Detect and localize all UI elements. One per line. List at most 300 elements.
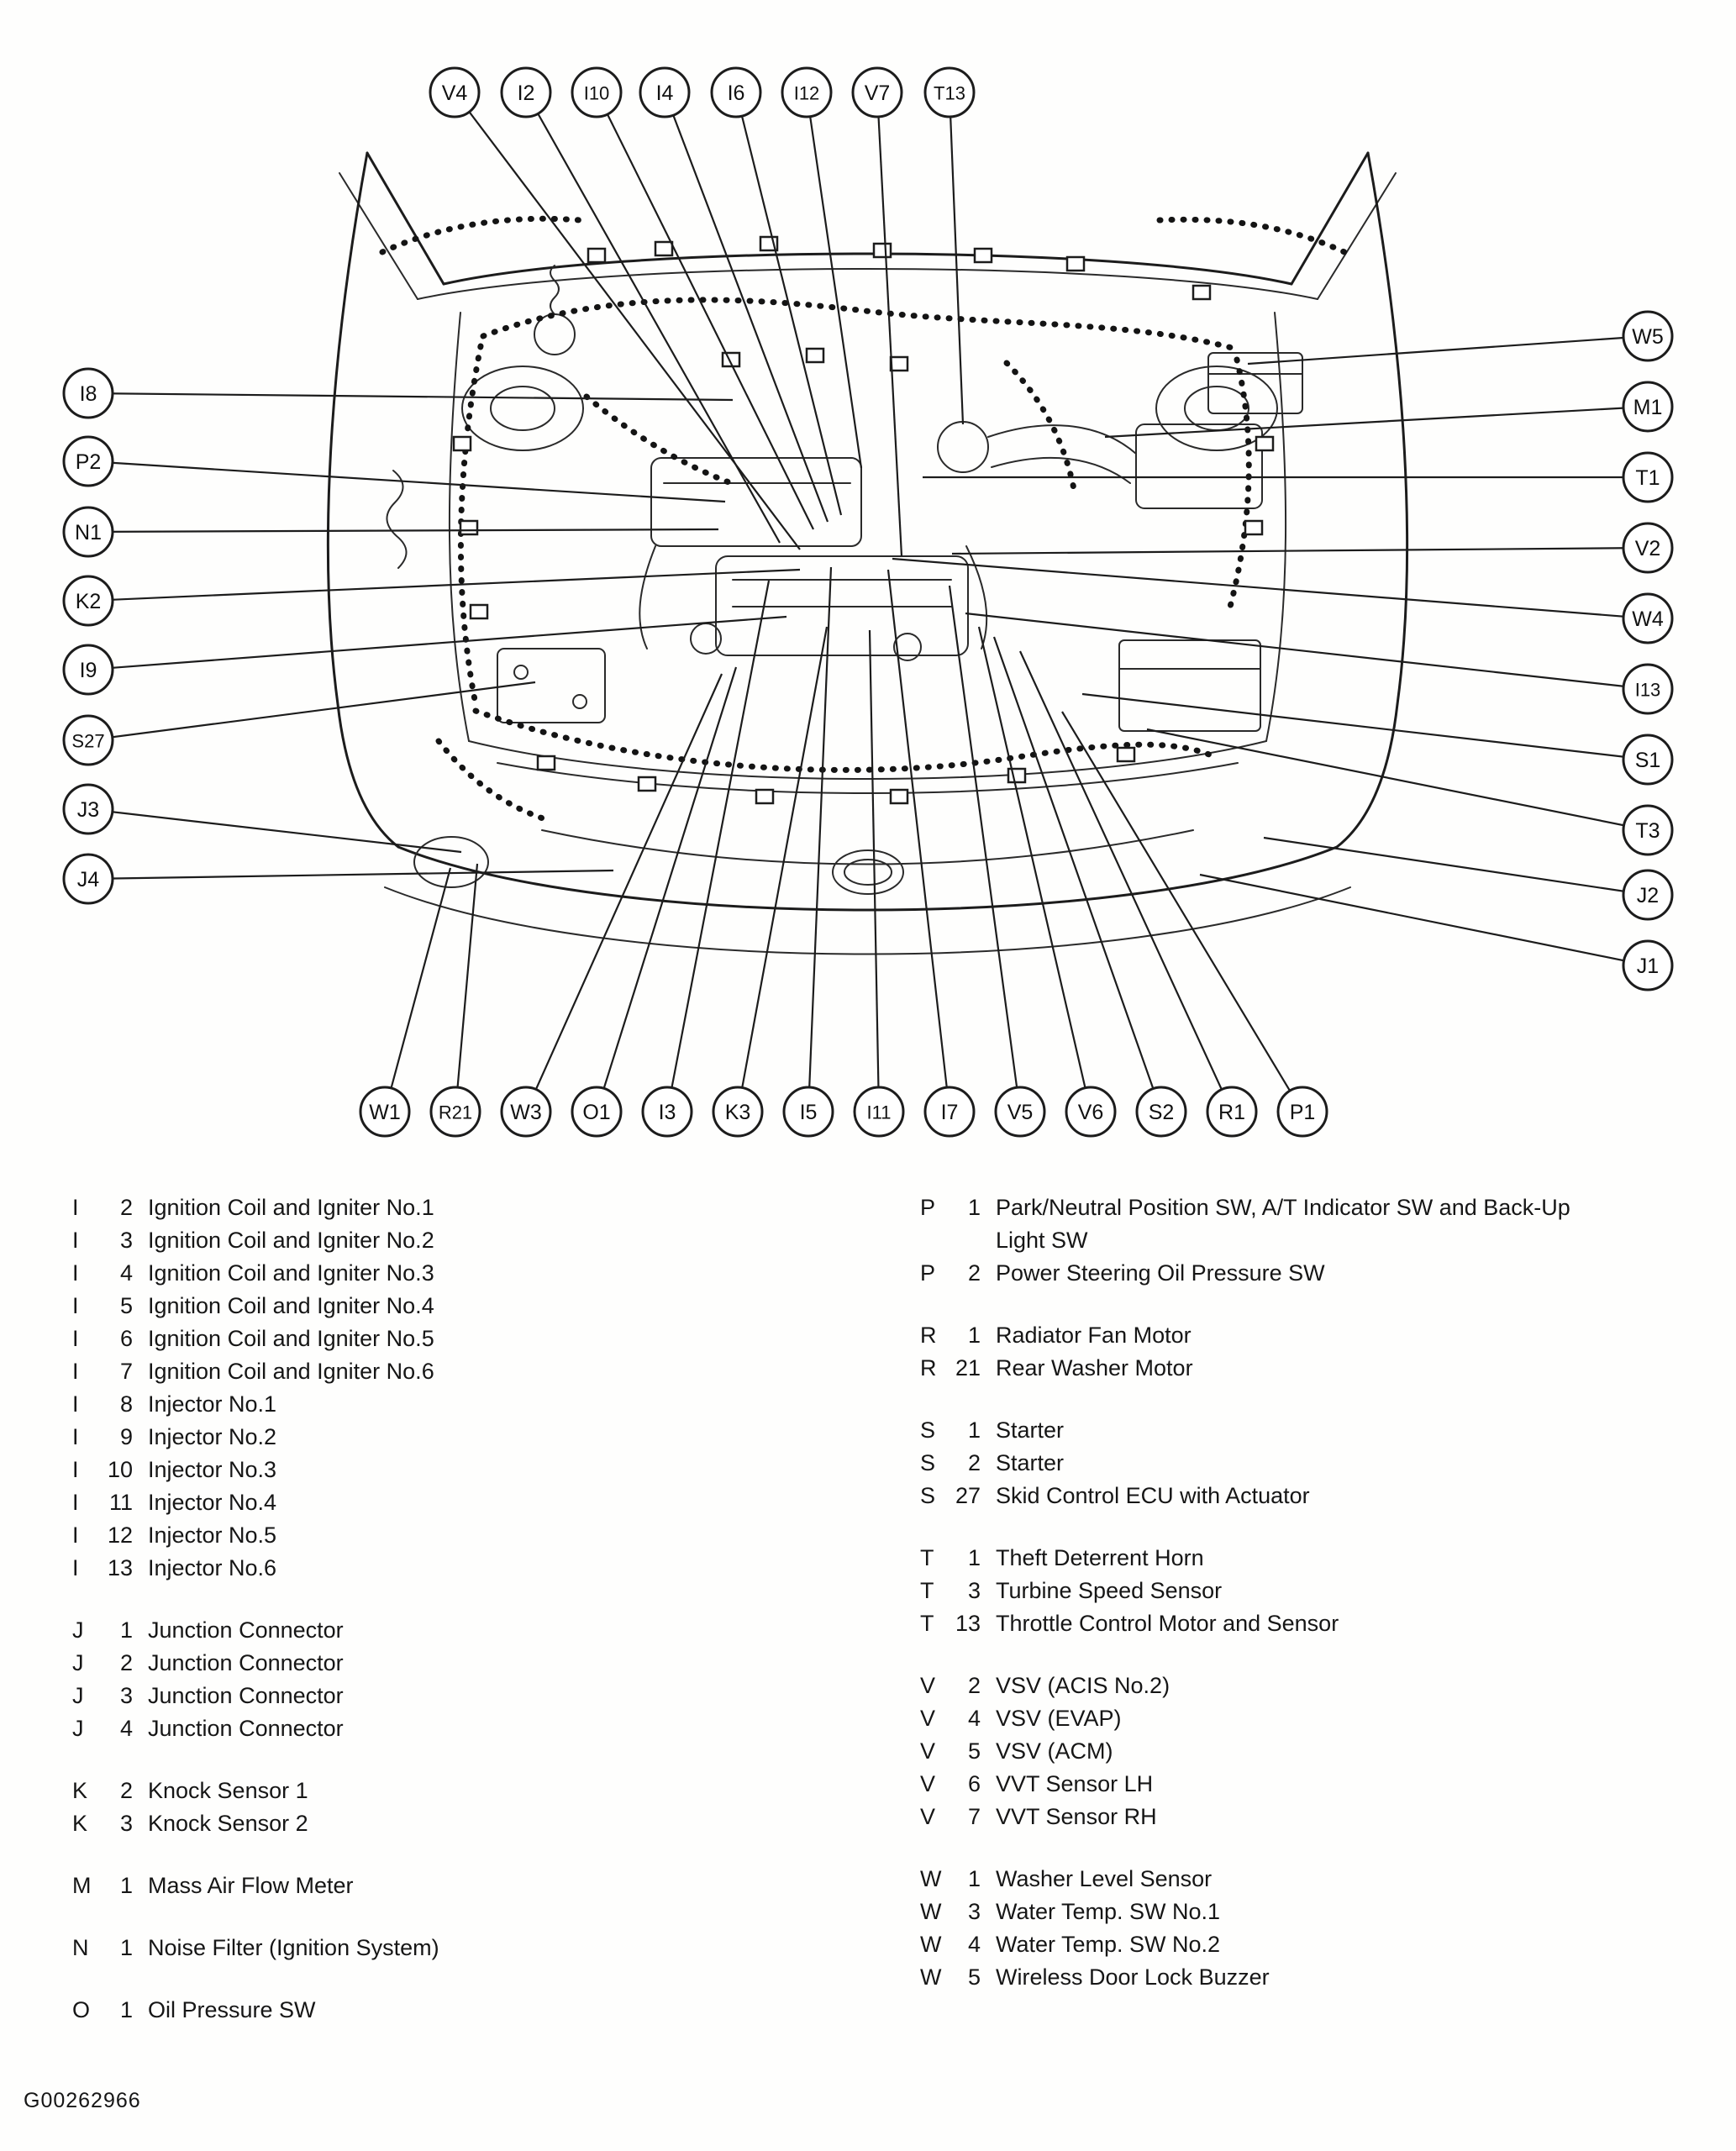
- legend-prefix: T: [920, 1611, 934, 1636]
- callout-P2: [64, 437, 113, 486]
- connector: [1008, 769, 1025, 782]
- legend-desc: VSV (ACIS No.2): [996, 1673, 1170, 1698]
- callout-R21: [431, 1087, 480, 1136]
- leader-line-J3: [88, 809, 461, 852]
- connector: [588, 249, 605, 262]
- callout-M1: [1623, 382, 1672, 431]
- callout-label-I11: I11: [866, 1102, 892, 1123]
- legend-desc: Injector No.2: [148, 1424, 277, 1449]
- harness-branch-left: [587, 397, 738, 486]
- legend-prefix: S: [920, 1417, 936, 1443]
- legend-prefix: I: [72, 1293, 79, 1318]
- callout-label-I8: I8: [79, 382, 97, 406]
- legend-desc: Mass Air Flow Meter: [148, 1873, 354, 1898]
- legend-desc: Radiator Fan Motor: [996, 1323, 1192, 1348]
- legend-num: 1: [119, 1935, 133, 1960]
- legend-num: 8: [119, 1391, 133, 1417]
- legend-entry-I8: [72, 1388, 871, 1421]
- callout-I4: [640, 68, 689, 117]
- legend-entry-T1: [920, 1542, 1592, 1575]
- legend-num: 2: [967, 1673, 981, 1698]
- bay-right: [1266, 313, 1286, 741]
- callout-label-V2: V2: [1634, 537, 1661, 560]
- legend-num: 10: [107, 1457, 133, 1482]
- connector: [1256, 437, 1273, 450]
- legend-num: 7: [967, 1804, 981, 1829]
- callout-label-P2: P2: [75, 450, 102, 474]
- a-pillar-left: [367, 153, 444, 284]
- washer-reservoir: [414, 837, 488, 887]
- legend-num: 5: [119, 1293, 133, 1318]
- callout-T3: [1623, 806, 1672, 855]
- legend-entry-J1: [72, 1614, 871, 1647]
- legend-desc: Junction Connector: [148, 1716, 344, 1741]
- legend-num: 6: [967, 1771, 981, 1796]
- connector: [874, 244, 891, 257]
- leader-line-R21: [455, 864, 477, 1112]
- callout-label-J2: J2: [1636, 884, 1660, 907]
- legend-num: 2: [967, 1450, 981, 1475]
- legend-entry-W5: [920, 1961, 1592, 1994]
- legend-num: 3: [967, 1899, 981, 1924]
- callout-label-W3: W3: [510, 1101, 542, 1124]
- legend-prefix: W: [920, 1866, 942, 1891]
- leader-line-O1: [597, 667, 736, 1112]
- legend-desc: Washer Level Sensor: [996, 1866, 1213, 1891]
- legend-prefix: M: [72, 1873, 92, 1898]
- legend-prefix: W: [920, 1899, 942, 1924]
- callout-label-I10: I10: [583, 82, 610, 104]
- callout-label-T13: T13: [934, 82, 965, 104]
- legend-desc: Injector No.4: [148, 1490, 277, 1515]
- legend-prefix: J: [72, 1683, 84, 1708]
- strut-tower-left-inner: [491, 387, 555, 430]
- legend-group: [72, 1870, 871, 1902]
- leader-line-I9: [88, 617, 786, 670]
- callout-label-T1: T1: [1635, 466, 1660, 490]
- callout-T1: [1623, 453, 1672, 502]
- legend-column-right: [920, 1191, 1592, 2023]
- connector: [639, 777, 655, 791]
- callout-label-I2: I2: [517, 82, 535, 105]
- harness-right: [1230, 360, 1249, 607]
- legend-num: 9: [119, 1424, 133, 1449]
- leader-line-S27: [88, 682, 535, 740]
- legend-column-left: [72, 1191, 871, 2056]
- legend-prefix: P: [920, 1195, 936, 1220]
- legend-num: 4: [967, 1706, 981, 1731]
- leader-line-I10: [597, 92, 813, 529]
- legend-num: 2: [119, 1650, 133, 1675]
- connector: [756, 790, 773, 803]
- legend-prefix: V: [920, 1804, 936, 1829]
- legend-group: [72, 1932, 871, 1964]
- legend-prefix: O: [72, 1997, 91, 2022]
- callout-I9: [64, 645, 113, 694]
- legend-entry-I10: [72, 1454, 871, 1486]
- legend-entry-I4: [72, 1257, 871, 1290]
- legend-desc: Skid Control ECU with Actuator: [996, 1483, 1310, 1508]
- callout-I6: [712, 68, 760, 117]
- connector: [655, 242, 672, 255]
- legend-desc: Junction Connector: [148, 1650, 344, 1675]
- leader-line-W1: [385, 868, 450, 1112]
- legend-num: 3: [119, 1811, 133, 1836]
- callout-label-K3: K3: [724, 1101, 751, 1124]
- callout-I7: [925, 1087, 974, 1136]
- legend-entry-K2: [72, 1775, 871, 1807]
- coil-spring: [550, 266, 559, 314]
- legend-prefix: P: [920, 1260, 936, 1286]
- harness-fender-right: [1160, 219, 1344, 252]
- legend-num: 13: [107, 1555, 133, 1580]
- callout-O1: [572, 1087, 621, 1136]
- leader-line-W3: [526, 674, 722, 1112]
- strut-tower-left: [462, 366, 583, 450]
- legend-desc: Injector No.3: [148, 1457, 277, 1482]
- legend-desc: Throttle Control Motor and Sensor: [996, 1611, 1339, 1636]
- callout-K3: [713, 1087, 762, 1136]
- leader-line-I6: [736, 92, 841, 515]
- legend-group: [920, 1414, 1592, 1512]
- legend-num: 2: [119, 1195, 133, 1220]
- legend-group: [72, 1614, 871, 1745]
- legend-num: 1: [119, 1617, 133, 1643]
- legend-entry-I9: [72, 1421, 871, 1454]
- legend-prefix: J: [72, 1617, 84, 1643]
- legend-entry-J4: [72, 1712, 871, 1745]
- leader-line-I7: [888, 570, 950, 1112]
- intake-duct-bottom: [992, 458, 1130, 483]
- callout-P1: [1278, 1087, 1327, 1136]
- legend-entry-P1: [920, 1191, 1592, 1257]
- callout-J4: [64, 855, 113, 903]
- callout-I10: [572, 68, 621, 117]
- legend-desc: Ignition Coil and Igniter No.5: [148, 1326, 434, 1351]
- legend-entry-R21: [920, 1352, 1592, 1385]
- legend-num: 21: [955, 1355, 981, 1381]
- legend-group: [920, 1670, 1592, 1833]
- air-cleaner-box: [1136, 424, 1262, 508]
- callout-label-K2: K2: [75, 590, 102, 613]
- callout-label-P1: P1: [1289, 1101, 1316, 1124]
- legend-prefix: T: [920, 1545, 934, 1570]
- callout-S27: [64, 716, 113, 765]
- legend-entry-O1: [72, 1994, 871, 2027]
- legend-prefix: V: [920, 1706, 936, 1731]
- legend-desc: Ignition Coil and Igniter No.1: [148, 1195, 434, 1220]
- leader-line-W5: [1248, 336, 1648, 364]
- legend-num: 4: [119, 1260, 133, 1286]
- legend-prefix: W: [920, 1932, 942, 1957]
- callout-label-I4: I4: [655, 82, 674, 105]
- leader-line-I11: [870, 630, 879, 1112]
- legend-desc: Park/Neutral Position SW, A/T Indicator SW and Back-Up Light SW: [996, 1195, 1570, 1253]
- legend-prefix: I: [72, 1326, 79, 1351]
- leader-line-J2: [1264, 838, 1648, 895]
- legend-prefix: I: [72, 1228, 79, 1253]
- legend-entry-V4: [920, 1702, 1592, 1735]
- callout-I12: [782, 68, 831, 117]
- fender-right: [1337, 153, 1407, 847]
- legend-num: 4: [967, 1932, 981, 1957]
- legend-num: 1: [119, 1873, 133, 1898]
- legend-entry-V2: [920, 1670, 1592, 1702]
- leader-line-K2: [88, 570, 800, 601]
- callout-label-O1: O1: [582, 1101, 611, 1124]
- legend-entry-T3: [920, 1575, 1592, 1607]
- legend-num: 3: [967, 1578, 981, 1603]
- a-pillar-right: [1291, 153, 1368, 284]
- callout-label-N1: N1: [75, 521, 102, 544]
- legend-desc: Ignition Coil and Igniter No.4: [148, 1293, 434, 1318]
- abs-bolt-1: [514, 665, 528, 679]
- legend-num: 4: [119, 1716, 133, 1741]
- legend-group: [72, 1775, 871, 1840]
- legend-num: 1: [967, 1545, 981, 1570]
- legend-group: [920, 1191, 1592, 1290]
- leader-line-N1: [88, 529, 718, 532]
- connector: [460, 521, 477, 534]
- legend-entry-W1: [920, 1863, 1592, 1896]
- legend-entry-S1: [920, 1414, 1592, 1447]
- legend-desc: Turbine Speed Sensor: [996, 1578, 1223, 1603]
- callout-S1: [1623, 735, 1672, 784]
- legend-entry-J3: [72, 1680, 871, 1712]
- engine-edge-right: [966, 546, 986, 649]
- legend-entry-I13: [72, 1552, 871, 1585]
- callout-label-W1: W1: [369, 1101, 401, 1124]
- legend-prefix: K: [72, 1811, 88, 1836]
- legend-num: 1: [967, 1323, 981, 1348]
- leader-line-J1: [1200, 875, 1648, 965]
- leader-line-P2: [88, 461, 725, 502]
- legend-entry-I5: [72, 1290, 871, 1323]
- legend-num: 3: [119, 1683, 133, 1708]
- legend-desc: Theft Deterrent Horn: [996, 1545, 1204, 1570]
- callout-label-J4: J4: [76, 868, 100, 891]
- legend-group: [72, 1191, 871, 1585]
- leader-line-I13: [965, 613, 1648, 689]
- legend-prefix: J: [72, 1650, 84, 1675]
- legend-entry-J2: [72, 1647, 871, 1680]
- legend-num: 3: [119, 1228, 133, 1253]
- legend-desc: Starter: [996, 1417, 1065, 1443]
- engine-bay-drawing: [328, 153, 1407, 955]
- legend-desc: Oil Pressure SW: [148, 1997, 316, 2022]
- callout-label-J1: J1: [1636, 955, 1660, 978]
- legend-entry-I12: [72, 1519, 871, 1552]
- legend-desc: Ignition Coil and Igniter No.2: [148, 1228, 434, 1253]
- legend-group: [72, 1994, 871, 2027]
- callout-V5: [996, 1087, 1044, 1136]
- legend-entry-I2: [72, 1191, 871, 1224]
- callout-label-J3: J3: [76, 798, 100, 822]
- callout-label-I13: I13: [1634, 679, 1661, 701]
- legend-desc: Water Temp. SW No.2: [996, 1932, 1221, 1957]
- callout-label-T3: T3: [1635, 819, 1660, 843]
- legend-entry-V7: [920, 1801, 1592, 1833]
- legend-num: 27: [955, 1483, 981, 1508]
- legend-entry-T13: [920, 1607, 1592, 1640]
- legend-num: 5: [967, 1964, 981, 1990]
- callout-label-R1: R1: [1218, 1101, 1245, 1124]
- callout-label-S1: S1: [1634, 749, 1661, 772]
- connector: [891, 790, 907, 803]
- legend-prefix: V: [920, 1673, 936, 1698]
- legend-num: 1: [967, 1417, 981, 1443]
- legend-num: 7: [119, 1359, 133, 1384]
- legend-entry-V5: [920, 1735, 1592, 1768]
- harness-front-left: [439, 741, 548, 820]
- relay-box: [1208, 353, 1302, 413]
- legend-desc: Noise Filter (Ignition System): [148, 1935, 439, 1960]
- legend-prefix: S: [920, 1450, 936, 1475]
- front-edge: [398, 847, 1337, 910]
- harness-top: [483, 300, 1235, 349]
- callout-J2: [1623, 870, 1672, 919]
- legend-prefix: J: [72, 1716, 84, 1741]
- legend-prefix: I: [72, 1260, 79, 1286]
- legend-entry-W4: [920, 1928, 1592, 1961]
- callout-label-S27: S27: [71, 730, 105, 752]
- callout-label-W5: W5: [1632, 325, 1664, 349]
- callout-J1: [1623, 941, 1672, 990]
- callout-R1: [1207, 1087, 1256, 1136]
- legend-prefix: S: [920, 1483, 936, 1508]
- callout-T13: [925, 68, 974, 117]
- legend-entry-I3: [72, 1224, 871, 1257]
- callout-W5: [1623, 312, 1672, 360]
- legend-prefix: I: [72, 1555, 79, 1580]
- callout-K2: [64, 576, 113, 625]
- legend-desc: Water Temp. SW No.1: [996, 1899, 1221, 1924]
- legend-desc: Rear Washer Motor: [996, 1355, 1193, 1381]
- throttle-body: [938, 422, 988, 472]
- a-pillar-left-inner: [339, 173, 418, 299]
- legend-entry-I7: [72, 1355, 871, 1388]
- legend-num: 2: [967, 1260, 981, 1286]
- callout-label-I6: I6: [727, 82, 745, 105]
- legend-num: 13: [955, 1611, 981, 1636]
- leader-line-V2: [952, 548, 1648, 554]
- legend-prefix: I: [72, 1195, 79, 1220]
- legend-desc: Knock Sensor 2: [148, 1811, 308, 1836]
- legend-prefix: K: [72, 1778, 88, 1803]
- legend-desc: Wireless Door Lock Buzzer: [996, 1964, 1270, 1990]
- toyota-emblem-outer: [833, 850, 903, 894]
- legend-desc: Power Steering Oil Pressure SW: [996, 1260, 1325, 1286]
- legend-desc: Injector No.6: [148, 1555, 277, 1580]
- legend-desc: Junction Connector: [148, 1683, 344, 1708]
- hose-squiggle: [387, 471, 406, 568]
- leader-line-S2: [994, 637, 1161, 1112]
- harness-bottom: [476, 711, 1217, 770]
- callout-V2: [1623, 523, 1672, 572]
- callout-W3: [502, 1087, 550, 1136]
- legend-group: [920, 1863, 1592, 1994]
- fender-left: [328, 153, 398, 847]
- leader-line-I2: [526, 92, 780, 543]
- leader-line-I5: [808, 567, 831, 1112]
- legend-entry-P2: [920, 1257, 1592, 1290]
- legend-prefix: N: [72, 1935, 89, 1960]
- legend-prefix: I: [72, 1490, 79, 1515]
- leader-line-T13: [950, 92, 963, 424]
- abs-bolt-2: [573, 695, 587, 708]
- leader-line-S1: [1082, 694, 1648, 760]
- legend-prefix: W: [920, 1964, 942, 1990]
- leader-line-V7: [877, 92, 902, 556]
- callout-label-I12: I12: [793, 82, 820, 104]
- legend-desc: Ignition Coil and Igniter No.6: [148, 1359, 434, 1384]
- leader-line-V6: [979, 627, 1091, 1112]
- callout-I5: [784, 1087, 833, 1136]
- callout-label-I3: I3: [658, 1101, 676, 1124]
- connector: [538, 756, 555, 770]
- legend-desc: VVT Sensor RH: [996, 1804, 1157, 1829]
- legend-prefix: R: [920, 1323, 937, 1348]
- legend-prefix: I: [72, 1523, 79, 1548]
- legend-entry-I11: [72, 1486, 871, 1519]
- legend-entry-V6: [920, 1768, 1592, 1801]
- leader-line-M1: [1105, 407, 1648, 437]
- legend-entry-I6: [72, 1323, 871, 1355]
- leader-line-J4: [88, 870, 613, 879]
- callout-label-S2: S2: [1148, 1101, 1175, 1124]
- legend-prefix: I: [72, 1457, 79, 1482]
- legend-desc: Ignition Coil and Igniter No.3: [148, 1260, 434, 1286]
- leader-line-W4: [892, 559, 1648, 618]
- callout-I11: [855, 1087, 903, 1136]
- callout-label-V4: V4: [441, 82, 468, 105]
- legend-prefix: R: [920, 1355, 937, 1381]
- legend-num: 6: [119, 1326, 133, 1351]
- legend-num: 1: [119, 1997, 133, 2022]
- legend-desc: Junction Connector: [148, 1617, 344, 1643]
- bumper-line: [385, 887, 1350, 955]
- legend-num: 1: [967, 1195, 981, 1220]
- callout-label-W4: W4: [1632, 607, 1664, 631]
- leader-line-I3: [667, 581, 769, 1112]
- harness-fender-left: [382, 218, 580, 252]
- legend-prefix: T: [920, 1578, 934, 1603]
- legend-num: 1: [967, 1866, 981, 1891]
- callout-V7: [853, 68, 902, 117]
- callout-S2: [1137, 1087, 1186, 1136]
- callout-N1: [64, 508, 113, 556]
- connector: [471, 605, 487, 618]
- engine-edge-left: [639, 546, 655, 649]
- legend-group: [920, 1542, 1592, 1640]
- connector: [1118, 748, 1134, 761]
- callout-label-V5: V5: [1007, 1101, 1034, 1124]
- legend-desc: Injector No.5: [148, 1523, 277, 1548]
- connector: [1245, 521, 1262, 534]
- connector: [891, 357, 907, 371]
- callout-I8: [64, 369, 113, 418]
- legend-entry-N1: [72, 1932, 871, 1964]
- callout-V6: [1066, 1087, 1115, 1136]
- callout-label-M1: M1: [1633, 396, 1663, 419]
- leader-lines-layer: [88, 92, 1648, 1112]
- legend-prefix: I: [72, 1424, 79, 1449]
- legend-entry-K3: [72, 1807, 871, 1840]
- legend-entry-W3: [920, 1896, 1592, 1928]
- callout-I2: [502, 68, 550, 117]
- callout-label-I9: I9: [79, 659, 97, 682]
- legend-desc: VSV (EVAP): [996, 1706, 1122, 1731]
